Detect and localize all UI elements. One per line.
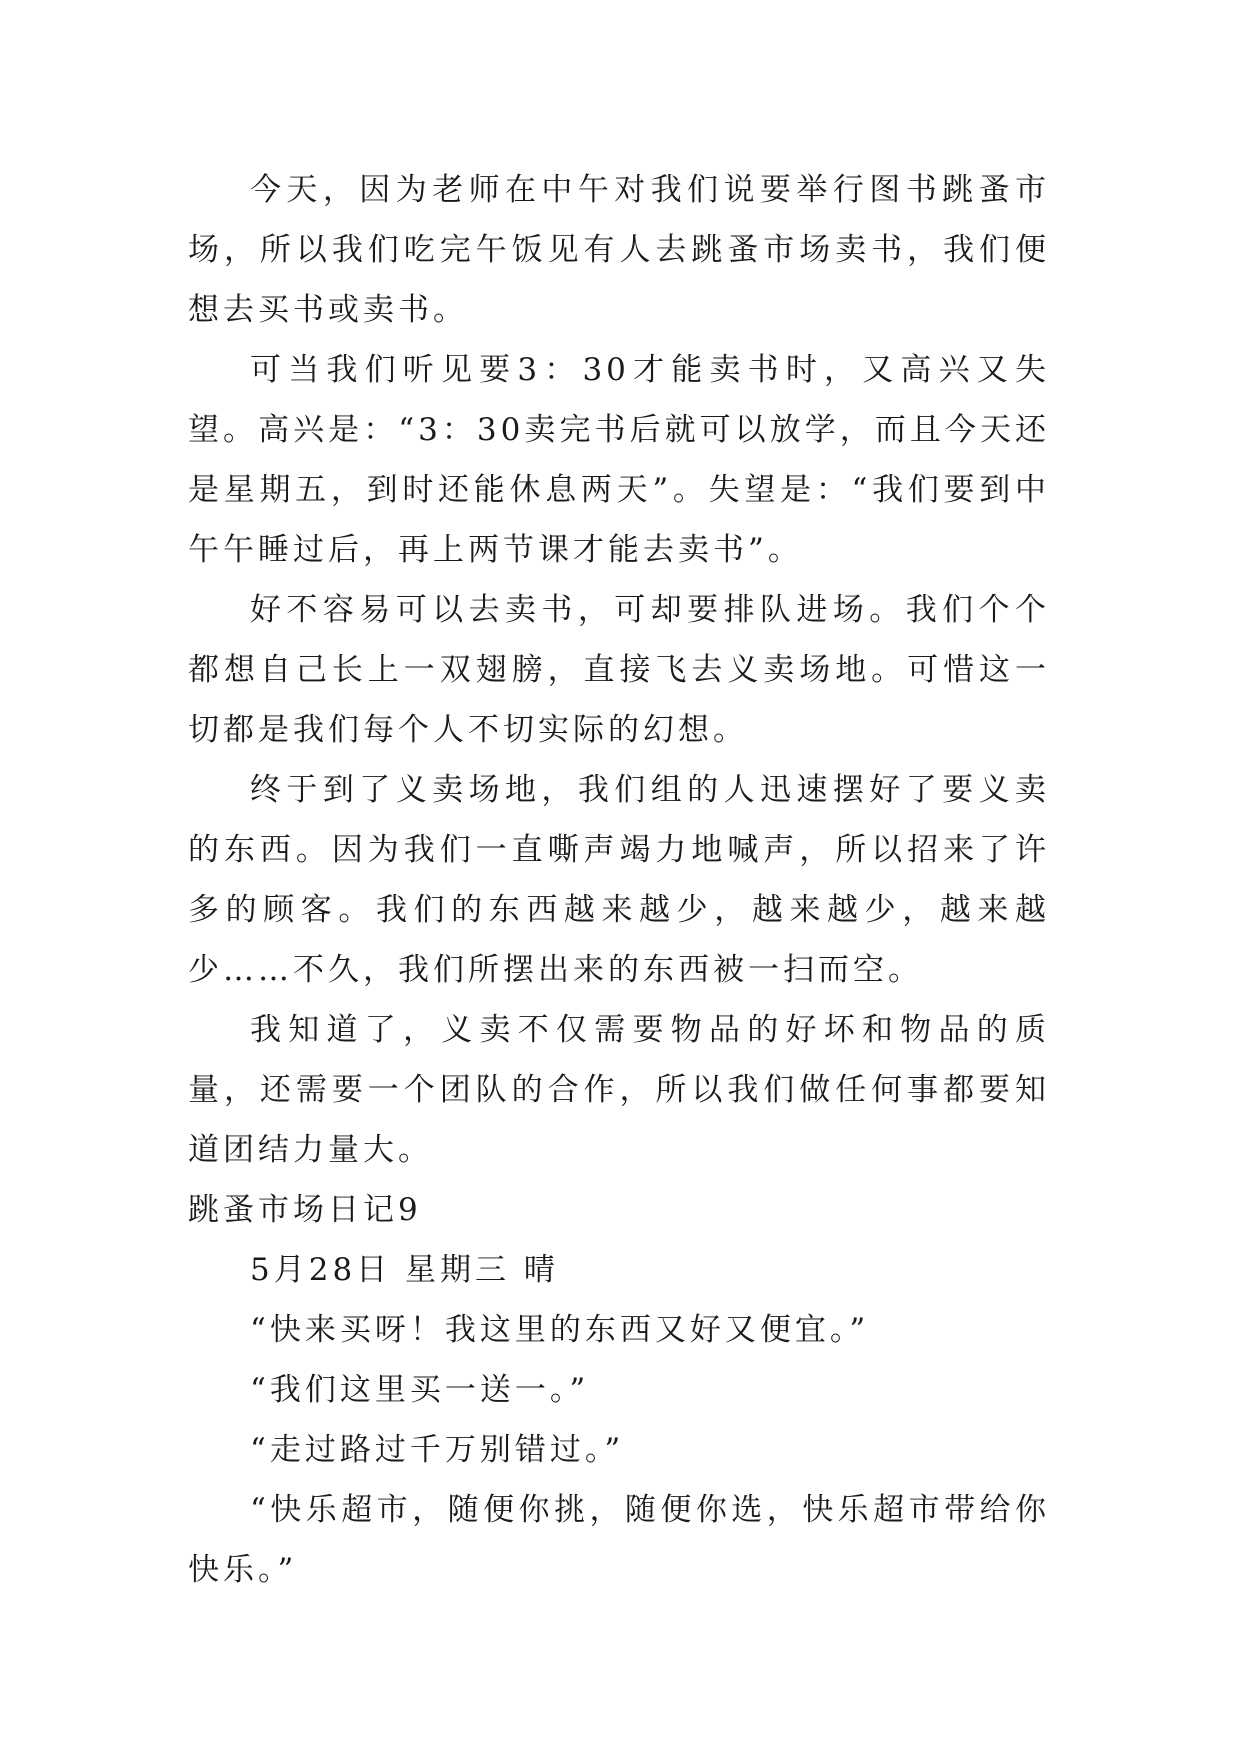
- section-title: 跳蚤市场日记9: [188, 1192, 422, 1228]
- paragraph: 我知道了，义卖不仅需要物品的好坏和物品的质量，还需要一个团队的合作，所以我们做任何事都要知道团结力量大。: [188, 1012, 1050, 1168]
- paragraph: 终于到了义卖场地，我们组的人迅速摆好了要义卖的东西。因为我们一直嘶声竭力地喊声，所以招来了许多的顾客。我们的东西越来越少，越来越少，越来越少……不久，我们所摆出来的东西被一扫而空。: [188, 772, 1050, 988]
- paragraph: “走过路过千万别错过。”: [250, 1432, 625, 1468]
- paragraph: 好不容易可以去卖书，可却要排队进场。我们个个都想自己长上一双翅膀，直接飞去义卖场地。可惜这一切都是我们每个人不切实际的幻想。: [188, 592, 1050, 748]
- paragraph: “快乐超市，随便你挑，随便你选，快乐超市带给你快乐。”: [188, 1492, 1050, 1588]
- diary-dateline: 5月28日 星期三 晴: [250, 1252, 559, 1288]
- paragraph: 今天，因为老师在中午对我们说要举行图书跳蚤市场，所以我们吃完午饭见有人去跳蚤市场卖书，我们便想去买书或卖书。: [188, 172, 1050, 328]
- paragraph: “我们这里买一送一。”: [250, 1372, 590, 1408]
- document-body: [188, 160, 1050, 1600]
- paragraph: 可当我们听见要3：30才能卖书时，又高兴又失望。高兴是：“3：30卖完书后就可以放学，而且今天还是星期五，到时还能休息两天”。失望是：“我们要到中午午睡过后，再上两节课才能去卖书”。: [188, 352, 1050, 568]
- paragraph: “快来买呀！我这里的东西又好又便宜。”: [250, 1312, 870, 1348]
